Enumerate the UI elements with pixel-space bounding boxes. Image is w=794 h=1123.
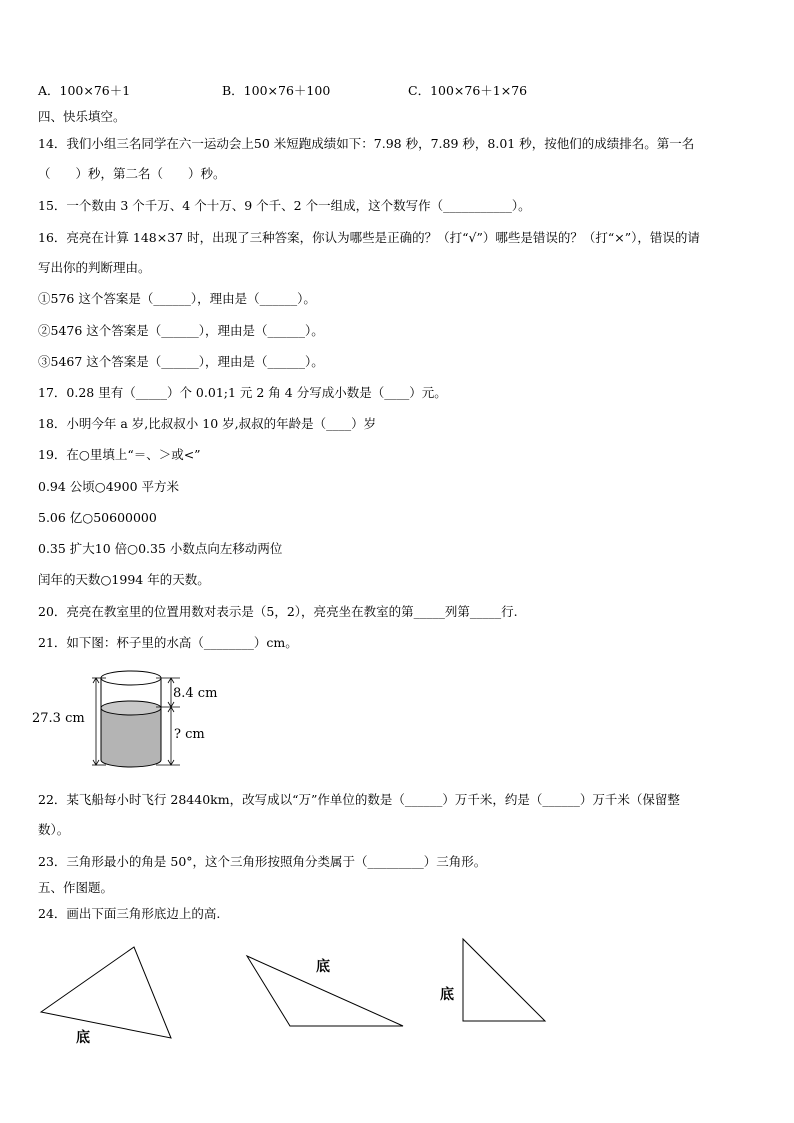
question-14-line1: 14．我们小组三名同学在六一运动会上50 米短跑成绩如下：7.98 秒，7.89 秒，8.01 秒，按他们的成绩排名。第一名 [38,136,695,151]
label-top-height: 8.4 cm [173,686,218,701]
question-16-line2: 写出你的判断理由。 [38,260,151,275]
option-b: B．100×76＋100 [222,83,331,98]
triangle-3 [463,939,545,1021]
question-14-line2: （ ）秒，第二名（ ）秒。 [38,166,226,181]
cup-figure [30,665,250,780]
question-22-line2: 数）。 [38,822,70,837]
question-21: 21．如下图：杯子里的水高（________）cm。 [38,635,298,650]
question-16-item3: ③5467 这个答案是（______），理由是（______）。 [38,354,324,369]
section-heading-5: 五、作图题。 [38,880,114,895]
question-19-d: 闰年的天数○1994 年的天数。 [38,572,210,587]
question-16-item2: ②5476 这个答案是（______），理由是（______）。 [38,323,324,338]
question-22-line1: 22．某飞船每小时飞行 28440km，改写成以“万”作单位的数是（______）万千米，约是（______）万千米（保留整 [38,792,680,807]
triangles-figure [0,930,794,1055]
question-24: 24．画出下面三角形底边上的高. [38,906,221,921]
question-16-item1: ①576 这个答案是（______），理由是（______）。 [38,291,316,306]
triangle-2-base-label: 底 [316,959,330,975]
question-16-line1: 16．亮亮在计算 148×37 时，出现了三种答案，你认为哪些是正确的？（打“√”）哪些是错误的？（打“×”），错误的请 [38,230,700,245]
option-c: C．100×76＋1×76 [408,83,528,98]
cup-water [101,701,161,767]
option-a: A．100×76＋1 [38,83,131,98]
question-17: 17．0.28 里有（_____）个 0.01;1 元 2 角 4 分写成小数是（____）元。 [38,385,447,400]
triangle-3-base-label: 底 [440,987,454,1003]
question-19-c: 0.35 扩大10 倍○0.35 小数点向左移动两位 [38,541,283,556]
question-23: 23．三角形最小的角是 50°，这个三角形按照角分类属于（_________）三角形。 [38,854,487,869]
question-18: 18．小明今年 a 岁,比叔叔小 10 岁,叔叔的年龄是（____）岁 [38,416,377,431]
triangle-1 [41,947,171,1038]
question-19-b: 5.06 亿○50600000 [38,510,157,525]
label-water-height: ? cm [174,727,205,742]
question-19-title: 19．在○里填上“＝、＞或<” [38,447,201,462]
question-15: 15．一个数由 3 个千万、4 个十万、9 个千、2 个一组成，这个数写作（___________）。 [38,198,531,213]
triangle-1-base-label: 底 [76,1030,90,1046]
section-heading-4: 四、快乐填空。 [38,109,126,124]
question-19-a: 0.94 公顷○4900 平方米 [38,479,179,494]
question-20: 20．亮亮在教室里的位置用数对表示是（5，2），亮亮坐在教室的第_____列第_____行. [38,604,518,619]
label-total-height: 27.3 cm [32,711,85,726]
